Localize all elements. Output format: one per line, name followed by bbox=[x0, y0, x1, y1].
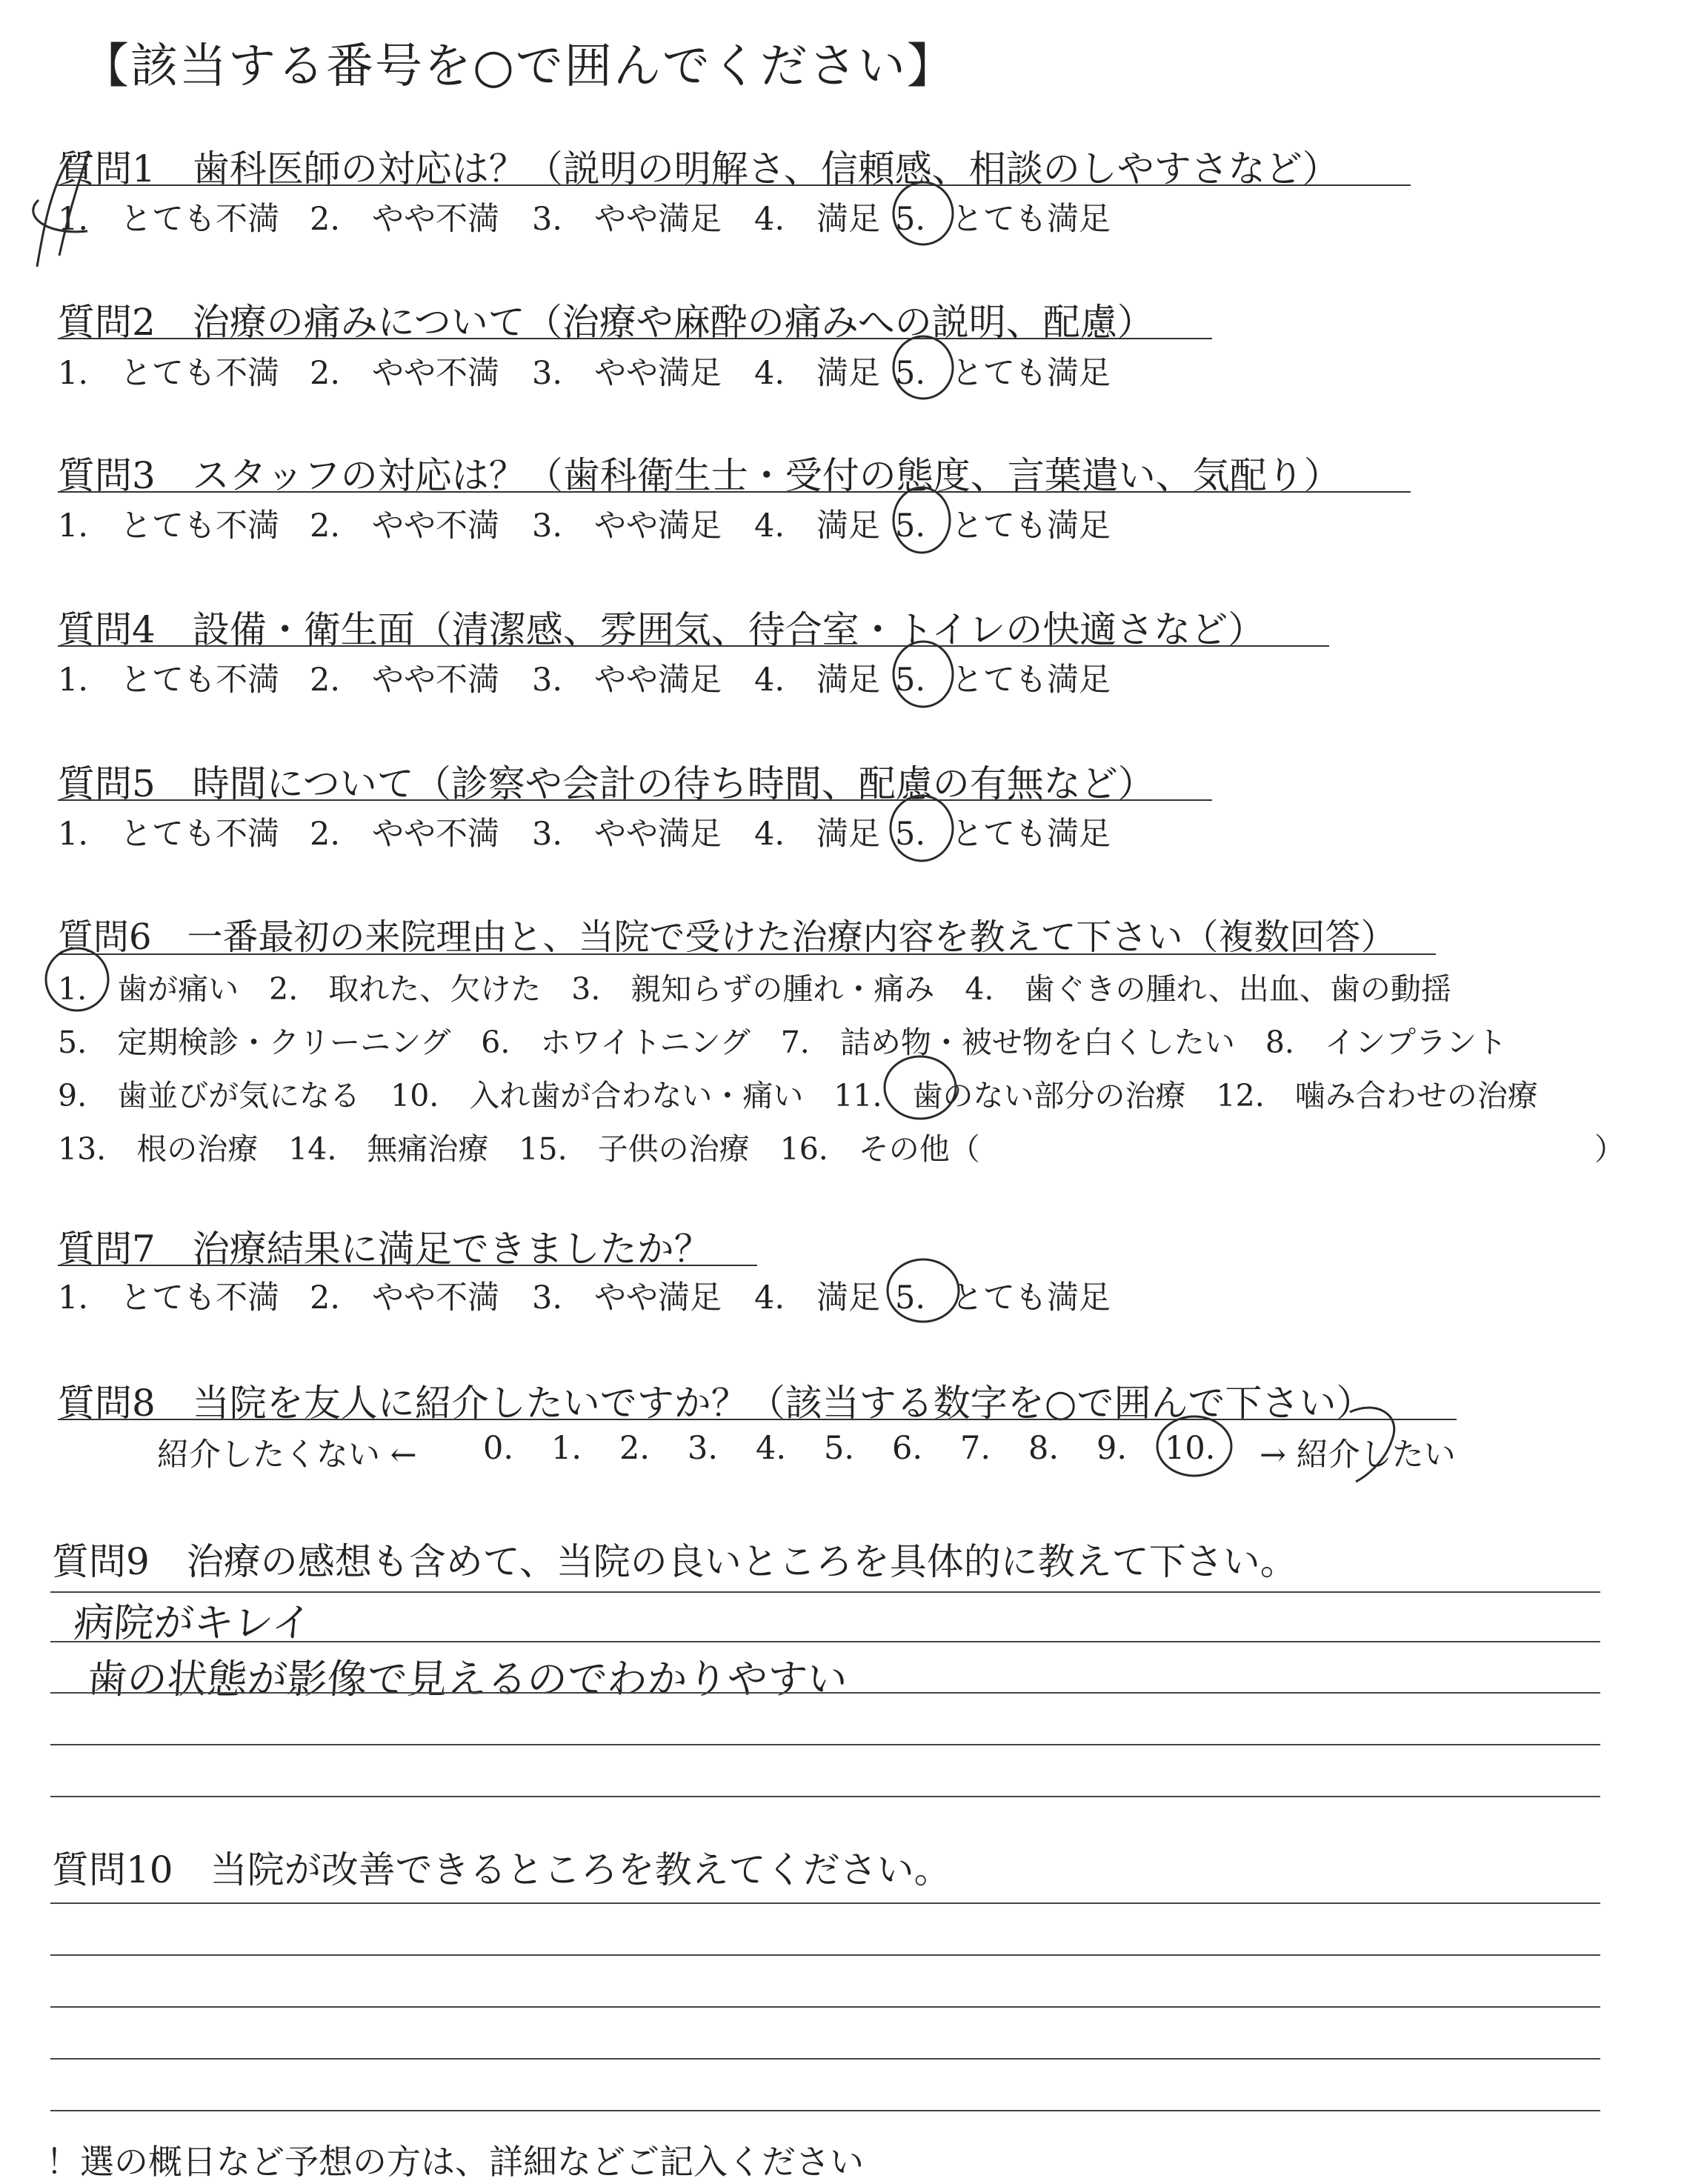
option-5[interactable]: 5. bbox=[895, 816, 926, 853]
option-3[interactable]: 3. やや満足 bbox=[532, 201, 722, 238]
scale-number-5[interactable]: 5. bbox=[824, 1430, 855, 1467]
option-1[interactable]: 1. とても不満 bbox=[58, 507, 280, 545]
option-1[interactable]: 1. とても不満 bbox=[58, 816, 280, 853]
option-4[interactable]: 4. 満足 bbox=[754, 507, 881, 545]
option-3[interactable]: 3. やや満足 bbox=[532, 1279, 722, 1316]
question-3-underline bbox=[58, 491, 1411, 493]
scale-number-7[interactable]: 7. bbox=[960, 1430, 991, 1467]
question-9-answer-1: 病院がキレイ bbox=[72, 1599, 313, 1646]
question-5-heading: 質問5 時間について（診察や会計の待ち時間、配慮の有無など） bbox=[58, 762, 1155, 805]
question-2-underline bbox=[58, 338, 1212, 339]
question-5-underline bbox=[58, 799, 1212, 801]
answer-line[interactable] bbox=[50, 2110, 1600, 2111]
option-5[interactable]: 5. bbox=[895, 1279, 926, 1316]
answer-line[interactable] bbox=[50, 1591, 1600, 1593]
question-1-options bbox=[58, 194, 1111, 239]
option-5-label: とても満足 bbox=[951, 507, 1111, 545]
option-2[interactable]: 2. やや不満 bbox=[310, 1279, 500, 1316]
option-5-label: とても満足 bbox=[951, 1279, 1111, 1316]
scale-number-0[interactable]: 0. bbox=[483, 1430, 514, 1467]
option-3[interactable]: 3. やや満足 bbox=[532, 507, 722, 545]
option-4[interactable]: 4. 満足 bbox=[754, 201, 881, 238]
question-2-heading: 質問2 治療の痛みについて（治療や麻酔の痛みへの説明、配慮） bbox=[58, 301, 1154, 344]
option-3[interactable]: 3. やや満足 bbox=[532, 662, 722, 699]
scale-number-9[interactable]: 9. bbox=[1097, 1430, 1128, 1467]
question-6-row-3[interactable]: 9. 歯並びが気になる 10. 入れ歯が合わない・痛い 11. 歯のない部分の治療 12. 噛み合わせの治療 bbox=[58, 1078, 1538, 1113]
question-8-scale bbox=[483, 1430, 1233, 1467]
answer-line[interactable] bbox=[50, 2006, 1600, 2008]
scale-number-8[interactable]: 8. bbox=[1028, 1430, 1059, 1467]
question-6-row-2[interactable]: 5. 定期検診・クリーニング 6. ホワイトニング 7. 詰め物・被せ物を白くしたい 8. インプラント bbox=[58, 1025, 1507, 1060]
option-5-label: とても満足 bbox=[951, 816, 1111, 853]
question-4-options bbox=[58, 655, 1111, 700]
question-8-right-label: → 紹介したい bbox=[1260, 1436, 1456, 1474]
question-7-underline bbox=[58, 1265, 757, 1266]
option-4[interactable]: 4. 満足 bbox=[754, 816, 881, 853]
option-5[interactable]: 5. bbox=[895, 507, 926, 545]
question-6-heading: 質問6 一番最初の来院理由と、当院で受けた治療内容を教えて下さい（複数回答） bbox=[58, 916, 1397, 958]
option-4[interactable]: 4. 満足 bbox=[754, 1279, 881, 1316]
scale-number-2[interactable]: 2. bbox=[619, 1430, 650, 1467]
question-6-row-1[interactable]: 1. 歯が痛い 2. 取れた、欠けた 3. 親知らずの腫れ・痛み 4. 歯ぐきの腫れ、出血、歯の動揺 bbox=[58, 971, 1451, 1007]
question-4-underline bbox=[58, 645, 1329, 647]
option-5-label: とても満足 bbox=[951, 355, 1111, 392]
option-1[interactable]: 1. とても不満 bbox=[58, 1279, 280, 1316]
option-1[interactable]: 1. とても不満 bbox=[58, 201, 280, 238]
footer-note: ！選の概日など予想の方は、詳細などご記入ください bbox=[46, 2142, 864, 2182]
question-1-heading: 質問1 歯科医師の対応は？（説明の明解さ、信頼感、相談のしやすさなど） bbox=[58, 147, 1340, 190]
answer-line[interactable] bbox=[50, 1692, 1600, 1694]
question-8-underline bbox=[58, 1419, 1457, 1420]
option-1[interactable]: 1. とても不満 bbox=[58, 355, 280, 392]
question-7-heading: 質問7 治療結果に満足できましたか？ bbox=[58, 1228, 711, 1271]
scale-number-6[interactable]: 6. bbox=[892, 1430, 923, 1467]
option-5-label: とても満足 bbox=[951, 662, 1111, 699]
option-5[interactable]: 5. bbox=[895, 355, 926, 392]
answer-line[interactable] bbox=[50, 1954, 1600, 1956]
question-7-options bbox=[58, 1273, 1111, 1318]
scale-number-1[interactable]: 1. bbox=[551, 1430, 582, 1467]
question-2-options bbox=[58, 348, 1111, 393]
option-5-label: とても満足 bbox=[951, 201, 1111, 238]
scale-number-4[interactable]: 4. bbox=[756, 1430, 787, 1467]
option-3[interactable]: 3. やや満足 bbox=[532, 816, 722, 853]
question-9-answer-2: 歯の状態が影像で見えるのでわかりやすい bbox=[85, 1656, 849, 1702]
scale-number-10[interactable]: 10. bbox=[1165, 1430, 1216, 1467]
question-8-left-label: 紹介したくない ← bbox=[157, 1436, 417, 1474]
question-6-row-4[interactable]: 13. 根の治療 14. 無痛治療 15. 子供の治療 16. その他（ bbox=[58, 1131, 980, 1167]
question-9-heading: 質問9 治療の感想も含めて、当院の良いところを具体的に教えて下さい。 bbox=[52, 1540, 1297, 1583]
question-8-heading: 質問8 当院を友人に紹介したいですか？（該当する数字を○で囲んで下さい） bbox=[58, 1382, 1374, 1425]
question-5-options bbox=[58, 809, 1111, 854]
option-5[interactable]: 5. bbox=[895, 662, 926, 699]
answer-line[interactable] bbox=[50, 2058, 1600, 2060]
answer-line[interactable] bbox=[50, 1641, 1600, 1642]
option-4[interactable]: 4. 満足 bbox=[754, 662, 881, 699]
option-1[interactable]: 1. とても不満 bbox=[58, 662, 280, 699]
question-3-options bbox=[58, 501, 1111, 546]
answer-line[interactable] bbox=[50, 1796, 1600, 1797]
option-2[interactable]: 2. やや不満 bbox=[310, 355, 500, 392]
question-1-underline bbox=[58, 184, 1411, 186]
option-2[interactable]: 2. やや不満 bbox=[310, 201, 500, 238]
option-2[interactable]: 2. やや不満 bbox=[310, 662, 500, 699]
option-3[interactable]: 3. やや満足 bbox=[532, 355, 722, 392]
option-2[interactable]: 2. やや不満 bbox=[310, 507, 500, 545]
question-6-underline bbox=[58, 953, 1436, 955]
scale-number-3[interactable]: 3. bbox=[688, 1430, 719, 1467]
option-2[interactable]: 2. やや不満 bbox=[310, 816, 500, 853]
answer-line[interactable] bbox=[50, 1902, 1600, 1904]
option-5[interactable]: 5. bbox=[895, 201, 926, 238]
option-4[interactable]: 4. 満足 bbox=[754, 355, 881, 392]
question-3-heading: 質問3 スタッフの対応は？（歯科衛生士・受付の態度、言葉遣い、気配り） bbox=[58, 454, 1341, 497]
question-10-heading: 質問10 当院が改善できるところを教えてください。 bbox=[52, 1848, 951, 1891]
question-4-heading: 質問4 設備・衛生面（清潔感、雰囲気、待合室・トイレの快適さなど） bbox=[58, 608, 1265, 651]
page-title: 【該当する番号を○で囲んでください】 bbox=[81, 39, 956, 94]
answer-line[interactable] bbox=[50, 1744, 1600, 1745]
question-6-other-close: ） bbox=[1594, 1131, 1625, 1167]
